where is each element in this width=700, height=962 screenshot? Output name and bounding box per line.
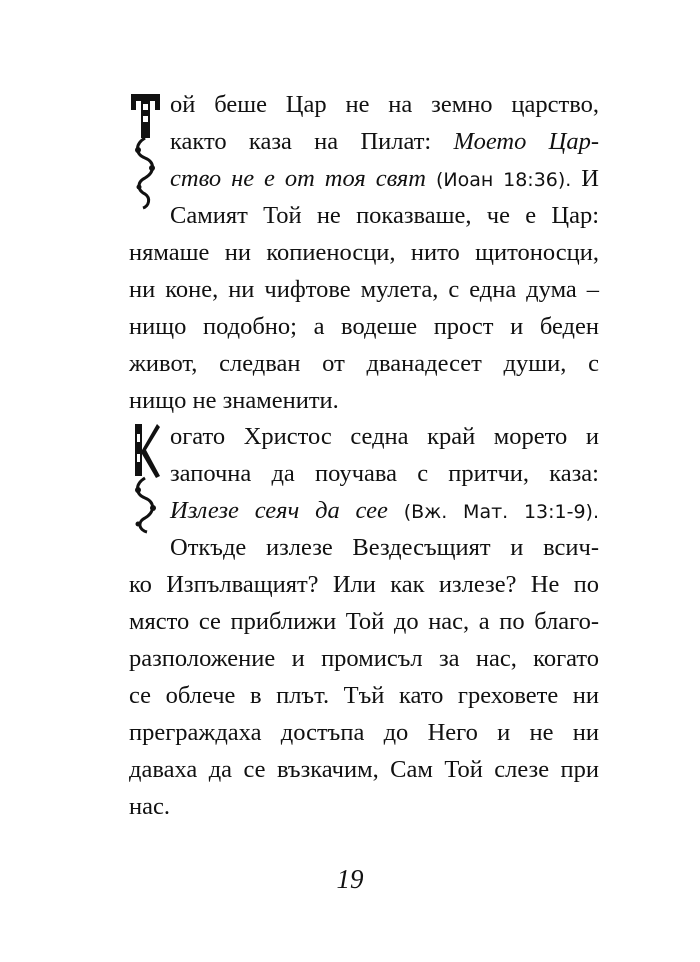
text-line: нищо подобно; а водеше прост и беден (129, 313, 599, 340)
scripture-quote: Моето Цар- (453, 128, 599, 155)
text-line: ой беше Цар не на земно царство, (170, 91, 599, 118)
text-line: място се приближи Той до нас, а по благо- (129, 608, 599, 635)
scripture-reference: (Вж. Мат. 13:1-9). (403, 501, 600, 523)
text-line: живот, следван от дванадесет души, с (129, 350, 599, 377)
text-line (170, 492, 599, 529)
text-line: ко Изпълващият? Или как излезе? Не по (129, 571, 599, 598)
text-line: се облече в плът. Тъй като греховете ни (129, 682, 599, 709)
text-line: преграждаха достъпа до Него и не ни (129, 719, 599, 746)
text-line: нас. (129, 793, 170, 820)
paragraph-2 (129, 418, 599, 825)
text-line: нямаше ни копиеносци, нито щитоносци, (129, 239, 599, 266)
page-number: 19 (336, 864, 364, 894)
text-line: Откъде излезе Вездесъщият и всич- (170, 534, 599, 561)
text-line: разположение и промисъл за нас, когато (129, 645, 599, 672)
scripture-reference: (Иоан 18:36). (435, 169, 572, 191)
text-line: Самият Той не показваше, че е Цар: (170, 202, 599, 229)
text-line: ни коне, ни чифтове мулета, с една дума – (129, 276, 599, 303)
paragraph-1 (129, 86, 599, 419)
text-line: ство не е от тоя свят (Иоан 18:36). И (170, 165, 599, 192)
text-line: огато Христос седна край морето и (170, 423, 599, 450)
text-line: нищо не знаменити. (129, 387, 339, 414)
scripture-quote: ство не е от тоя свят (170, 165, 426, 192)
text-line: както каза на Пилат: Моето Цар- (170, 128, 599, 155)
text-line: започна да поучава с притчи, каза: (170, 460, 599, 487)
text-line: даваха да се възкачим, Сам Той слезе при (129, 756, 599, 783)
scripture-quote: Излезе сеяч да сее (170, 497, 388, 524)
